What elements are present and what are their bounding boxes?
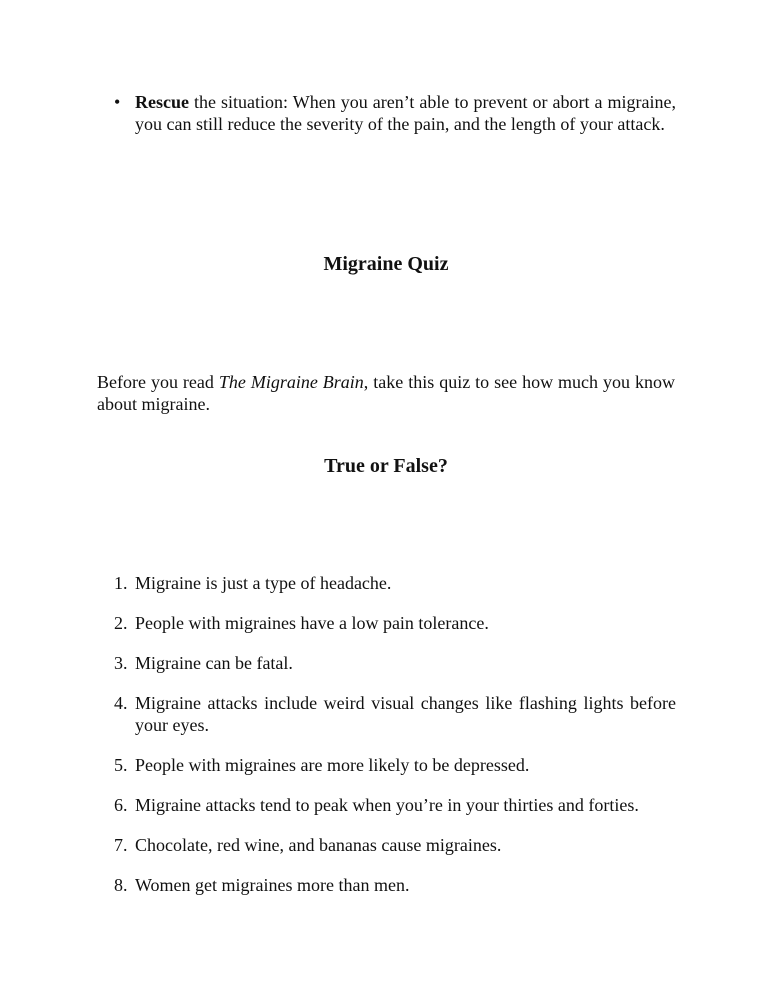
bullet-text — [135, 91, 676, 135]
bullet-marker: • — [114, 92, 121, 112]
question-number: 4. — [114, 693, 128, 713]
list-item — [114, 612, 676, 634]
question-number: 1. — [114, 573, 128, 593]
intro-before: Before you read — [97, 372, 219, 392]
bullet-rest-text: the situation: When you aren’t able to prevent or abort a migraine, you can still reduce the severity of the pain, and the length of your attack. — [135, 92, 676, 134]
question-text: Migraine can be fatal. — [135, 653, 293, 673]
bullet-bold-term: Rescue — [135, 92, 189, 112]
question-number: 5. — [114, 755, 128, 775]
list-item — [114, 692, 676, 736]
question-number: 2. — [114, 613, 128, 633]
intro-paragraph — [97, 371, 675, 415]
question-text: Migraine attacks include weird visual changes like flashing lights before your eyes. — [135, 693, 676, 735]
list-item — [114, 794, 676, 816]
question-number: 3. — [114, 653, 128, 673]
intro-after: , take this quiz to see how much you know about migraine. — [97, 372, 675, 414]
true-false-title: True or False? — [324, 455, 448, 477]
list-item — [114, 754, 676, 776]
question-number: 7. — [114, 835, 128, 855]
question-text: Migraine attacks tend to peak when you’re in your thirties and forties. — [135, 795, 639, 815]
list-item — [114, 652, 676, 674]
question-text: Migraine is just a type of headache. — [135, 573, 392, 593]
question-text: Women get migraines more than men. — [135, 875, 410, 895]
list-item — [114, 874, 676, 896]
intro-book-title: The Migraine Brain — [218, 372, 364, 392]
list-item — [114, 572, 676, 594]
question-text: Chocolate, red wine, and bananas cause migraines. — [135, 835, 502, 855]
question-number: 6. — [114, 795, 128, 815]
question-text: People with migraines are more likely to be depressed. — [135, 755, 530, 775]
quiz-title: Migraine Quiz — [323, 253, 449, 275]
question-text: People with migraines have a low pain tolerance. — [135, 613, 489, 633]
list-item — [114, 834, 676, 856]
question-number: 8. — [114, 875, 128, 895]
question-list — [114, 572, 676, 914]
rescue-bullet — [114, 91, 676, 135]
